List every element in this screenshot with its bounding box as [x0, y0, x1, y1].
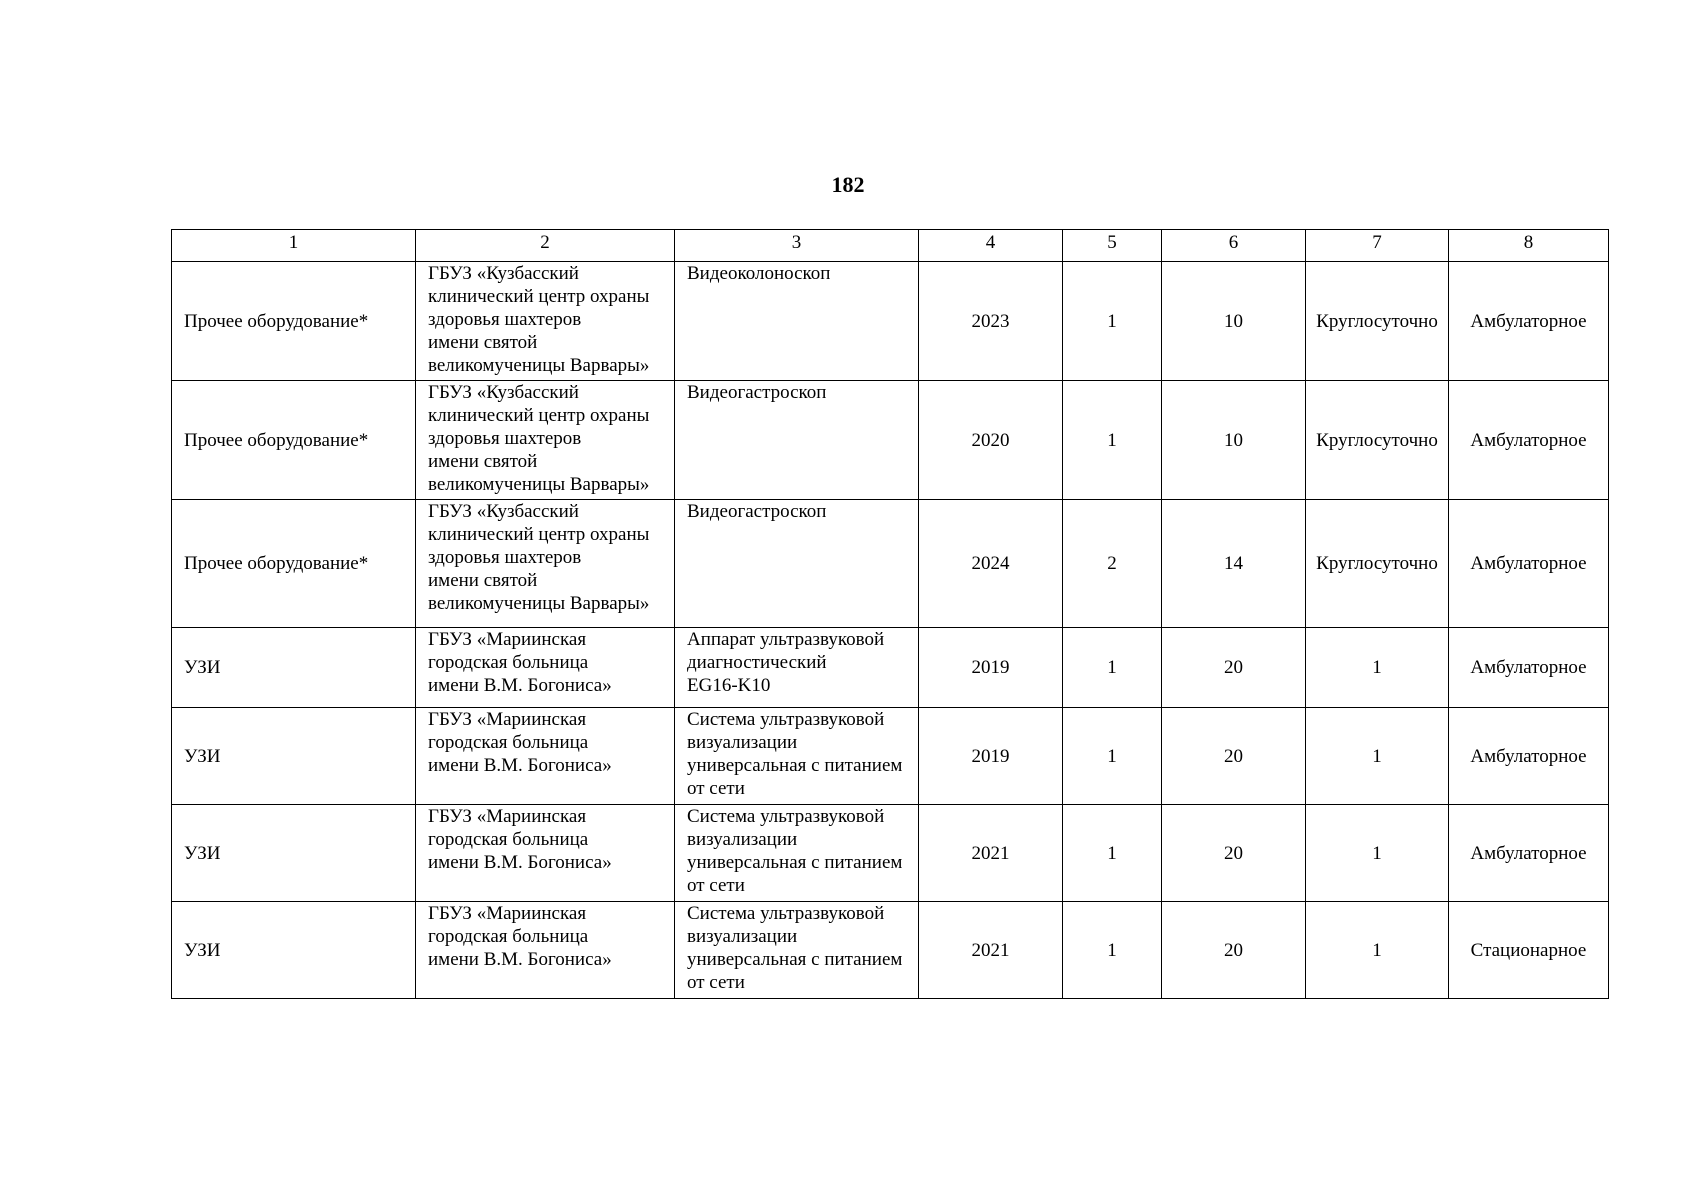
- equipment-name-cell: [675, 805, 919, 902]
- equipment-name-cell-line: диагностический: [687, 652, 827, 673]
- table-row: [172, 262, 1609, 381]
- equipment-name-cell-line: визуализации: [687, 732, 798, 753]
- care-type-cell: Амбулаторное: [1449, 500, 1609, 628]
- organization-cell-line: великомученицы Варвары»: [428, 355, 650, 376]
- equipment-name-cell-line: Видеогастроскоп: [687, 382, 827, 403]
- organization-cell-line: городская больница: [428, 829, 589, 850]
- organization-cell-line: ГБУЗ «Мариинская: [428, 903, 587, 924]
- care-type-cell: Стационарное: [1449, 902, 1609, 999]
- organization-cell-line: клинический центр охраны: [428, 524, 650, 545]
- organization-cell-line: ГБУЗ «Мариинская: [428, 629, 587, 650]
- organization-cell: [416, 628, 675, 708]
- column-6-cell: 20: [1162, 628, 1306, 708]
- organization-cell-line: имени В.М. Богониса»: [428, 949, 612, 970]
- equipment-name-cell-line: Аппарат ультразвуковой: [687, 629, 885, 650]
- equipment-name-cell-line: универсальная с питанием: [687, 755, 903, 776]
- operation-mode-cell: Круглосуточно: [1306, 381, 1449, 500]
- equipment-name-cell-line: от сети: [687, 875, 745, 896]
- year-cell: 2021: [919, 805, 1063, 902]
- equipment-name-cell: [675, 500, 919, 628]
- equipment-name-cell: [675, 708, 919, 805]
- table-row: [172, 805, 1609, 902]
- organization-cell-line: ГБУЗ «Мариинская: [428, 709, 587, 730]
- equipment-name-cell-line: Видеогастроскоп: [687, 501, 827, 522]
- page-number: 182: [831, 172, 865, 197]
- column-number: 6: [1162, 230, 1306, 262]
- equipment-name-cell: [675, 262, 919, 381]
- operation-mode-cell: 1: [1306, 708, 1449, 805]
- table-body: [172, 230, 1609, 999]
- organization-cell-line: ГБУЗ «Кузбасский: [428, 263, 579, 284]
- organization-cell-line: городская больница: [428, 652, 589, 673]
- equipment-type-cell: УЗИ: [172, 628, 416, 708]
- quantity-cell: 1: [1063, 262, 1162, 381]
- column-number-row: [172, 230, 1609, 262]
- equipment-name-cell-line: универсальная с питанием: [687, 852, 903, 873]
- organization-cell-line: ГБУЗ «Кузбасский: [428, 501, 579, 522]
- column-number: 8: [1449, 230, 1609, 262]
- equipment-name-cell-line: EG16-K10: [687, 675, 771, 696]
- organization-cell-line: здоровья шахтеров: [428, 428, 582, 449]
- column-number: 4: [919, 230, 1063, 262]
- care-type-cell: Амбулаторное: [1449, 805, 1609, 902]
- equipment-name-cell-line: Система ультразвуковой: [687, 806, 885, 827]
- column-number: 2: [416, 230, 675, 262]
- care-type-cell: Амбулаторное: [1449, 708, 1609, 805]
- organization-cell-line: имени святой: [428, 570, 538, 591]
- column-number: 7: [1306, 230, 1449, 262]
- column-number: 1: [172, 230, 416, 262]
- column-6-cell: 14: [1162, 500, 1306, 628]
- equipment-name-cell-line: от сети: [687, 972, 745, 993]
- organization-cell-line: городская больница: [428, 732, 589, 753]
- column-number: 5: [1063, 230, 1162, 262]
- quantity-cell: 2: [1063, 500, 1162, 628]
- equipment-name-cell: [675, 902, 919, 999]
- table-row: [172, 902, 1609, 999]
- organization-cell-line: клинический центр охраны: [428, 405, 650, 426]
- equipment-name-cell-line: универсальная с питанием: [687, 949, 903, 970]
- organization-cell-line: ГБУЗ «Кузбасский: [428, 382, 579, 403]
- organization-cell-line: городская больница: [428, 926, 589, 947]
- care-type-cell: Амбулаторное: [1449, 628, 1609, 708]
- equipment-name-cell-line: визуализации: [687, 926, 798, 947]
- year-cell: 2019: [919, 628, 1063, 708]
- operation-mode-cell: 1: [1306, 628, 1449, 708]
- year-cell: 2024: [919, 500, 1063, 628]
- equipment-name-cell-line: визуализации: [687, 829, 798, 850]
- organization-cell-line: имени В.М. Богониса»: [428, 675, 612, 696]
- organization-cell-line: имени святой: [428, 451, 538, 472]
- organization-cell-line: здоровья шахтеров: [428, 309, 582, 330]
- organization-cell: [416, 262, 675, 381]
- organization-cell-line: здоровья шахтеров: [428, 547, 582, 568]
- year-cell: 2023: [919, 262, 1063, 381]
- year-cell: 2020: [919, 381, 1063, 500]
- equipment-name-cell: [675, 381, 919, 500]
- column-6-cell: 20: [1162, 708, 1306, 805]
- organization-cell: [416, 381, 675, 500]
- column-6-cell: 10: [1162, 262, 1306, 381]
- quantity-cell: 1: [1063, 381, 1162, 500]
- organization-cell-line: великомученицы Варвары»: [428, 474, 650, 495]
- organization-cell: [416, 708, 675, 805]
- operation-mode-cell: Круглосуточно: [1306, 262, 1449, 381]
- table-row: [172, 381, 1609, 500]
- organization-cell-line: клинический центр охраны: [428, 286, 650, 307]
- table-row: [172, 708, 1609, 805]
- quantity-cell: 1: [1063, 708, 1162, 805]
- year-cell: 2019: [919, 708, 1063, 805]
- equipment-name-cell-line: от сети: [687, 778, 745, 799]
- organization-cell-line: ГБУЗ «Мариинская: [428, 806, 587, 827]
- operation-mode-cell: 1: [1306, 902, 1449, 999]
- operation-mode-cell: Круглосуточно: [1306, 500, 1449, 628]
- organization-cell-line: имени В.М. Богониса»: [428, 852, 612, 873]
- care-type-cell: Амбулаторное: [1449, 381, 1609, 500]
- organization-cell-line: имени святой: [428, 332, 538, 353]
- quantity-cell: 1: [1063, 902, 1162, 999]
- equipment-table: [171, 229, 1609, 999]
- equipment-name-cell-line: Система ультразвуковой: [687, 903, 885, 924]
- quantity-cell: 1: [1063, 628, 1162, 708]
- column-6-cell: 20: [1162, 902, 1306, 999]
- column-number: 3: [675, 230, 919, 262]
- year-cell: 2021: [919, 902, 1063, 999]
- column-6-cell: 20: [1162, 805, 1306, 902]
- organization-cell: [416, 500, 675, 628]
- table-row: [172, 628, 1609, 708]
- quantity-cell: 1: [1063, 805, 1162, 902]
- equipment-name-cell: [675, 628, 919, 708]
- organization-cell: [416, 805, 675, 902]
- organization-cell-line: великомученицы Варвары»: [428, 593, 650, 614]
- equipment-type-cell: УЗИ: [172, 902, 416, 999]
- care-type-cell: Амбулаторное: [1449, 262, 1609, 381]
- equipment-type-cell: Прочее оборудование*: [172, 500, 416, 628]
- equipment-name-cell-line: Видеоколоноскоп: [687, 263, 831, 284]
- organization-cell-line: имени В.М. Богониса»: [428, 755, 612, 776]
- equipment-name-cell-line: Система ультразвуковой: [687, 709, 885, 730]
- operation-mode-cell: 1: [1306, 805, 1449, 902]
- equipment-type-cell: УЗИ: [172, 805, 416, 902]
- equipment-type-cell: УЗИ: [172, 708, 416, 805]
- column-6-cell: 10: [1162, 381, 1306, 500]
- table-row: [172, 500, 1609, 628]
- equipment-type-cell: Прочее оборудование*: [172, 381, 416, 500]
- organization-cell: [416, 902, 675, 999]
- equipment-type-cell: Прочее оборудование*: [172, 262, 416, 381]
